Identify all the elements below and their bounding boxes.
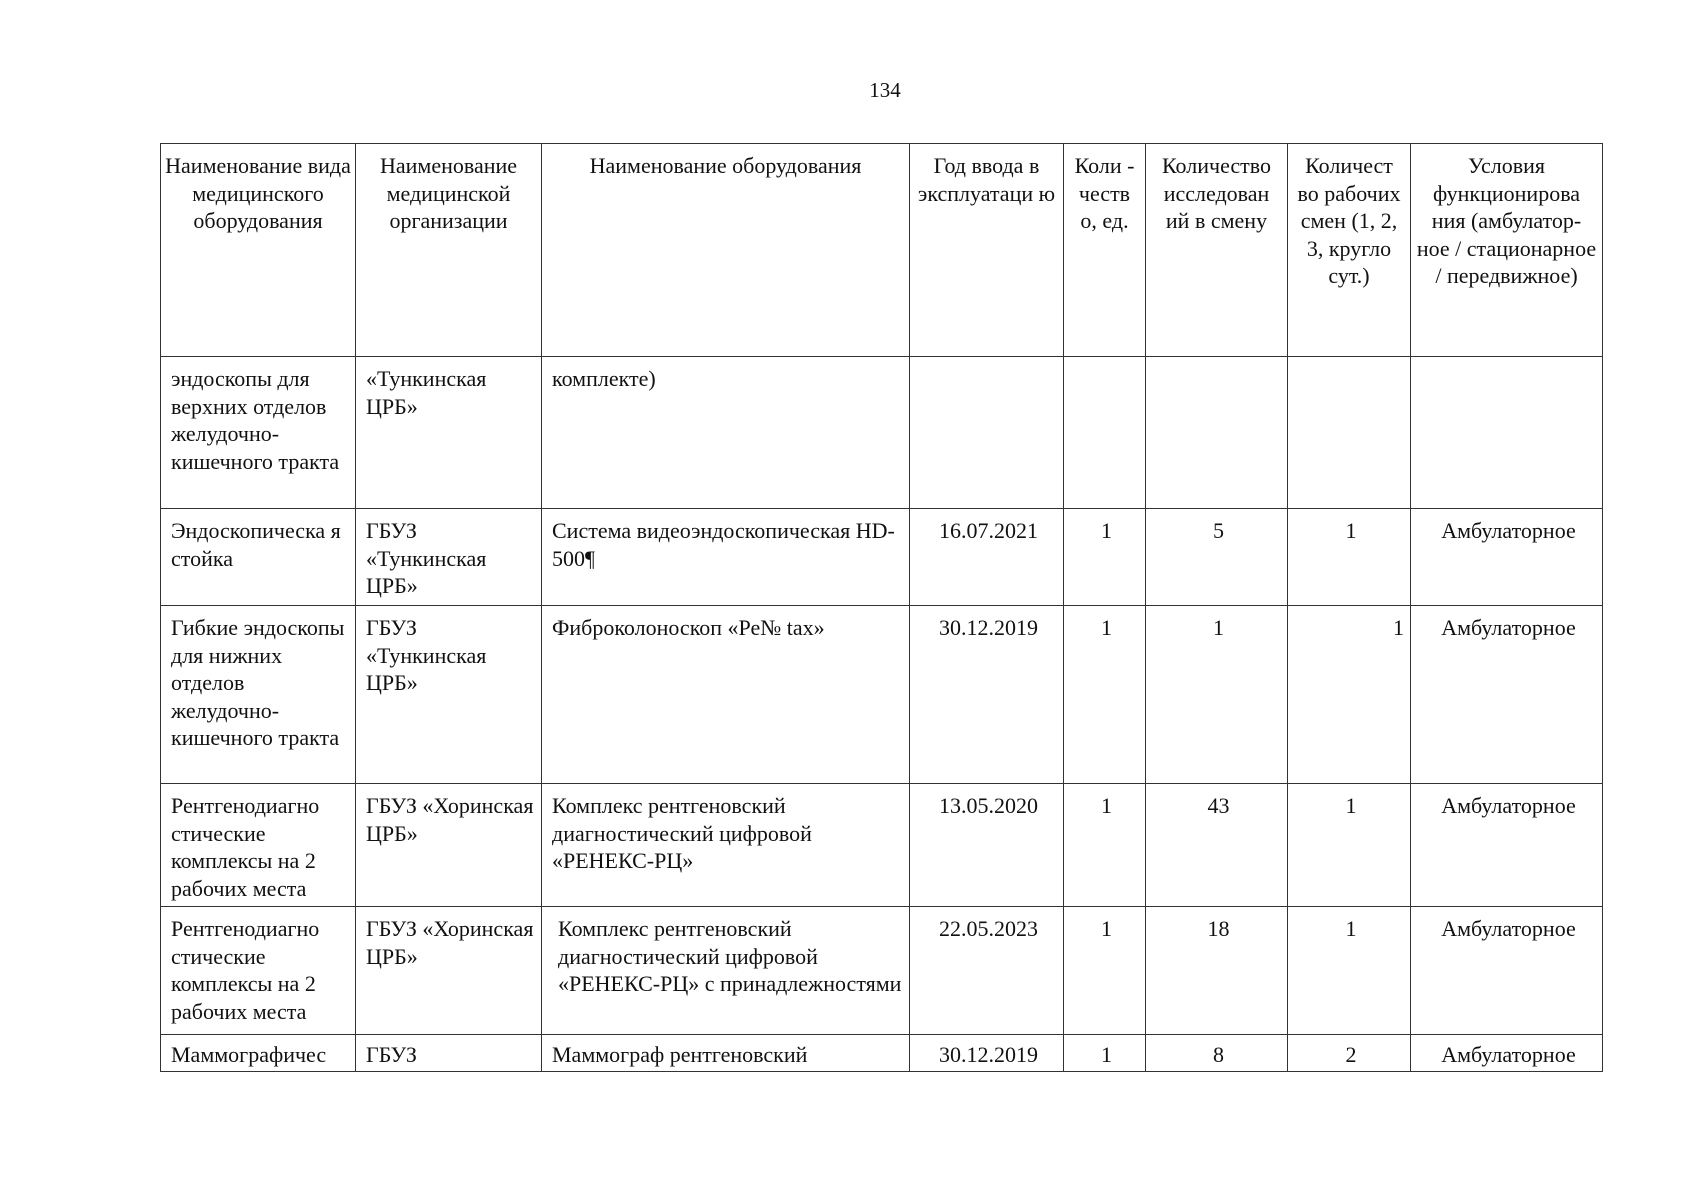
cell-equipment-name: Система видеоэндоскопическая HD-500¶ — [542, 509, 910, 606]
cell-conditions: Амбулаторное — [1411, 509, 1603, 606]
header-conditions: Условия функционирова ния (амбулатор- ное / стационарное / передвижное) — [1411, 144, 1603, 357]
cell-conditions: Амбулаторное — [1411, 606, 1603, 784]
cell-shifts: 1 — [1288, 907, 1411, 1035]
table-row — [161, 509, 1603, 606]
cell-organization: ГБУЗ «Хоринская ЦРБ» — [356, 784, 542, 907]
cell-organization: «Тункинская ЦРБ» — [356, 357, 542, 509]
equipment-table — [160, 143, 1603, 1072]
table-row — [161, 1035, 1603, 1072]
cell-year — [910, 357, 1064, 509]
cell-quantity: 1 — [1064, 606, 1146, 784]
cell-studies: 43 — [1146, 784, 1288, 907]
cell-shifts — [1288, 357, 1411, 509]
cell-shifts: 1 — [1288, 606, 1411, 784]
cell-shifts: 1 — [1288, 509, 1411, 606]
cell-conditions: Амбулаторное — [1411, 907, 1603, 1035]
table-row — [161, 907, 1603, 1035]
cell-equipment-type: Рентгенодиагно стические комплексы на 2 рабочих места — [161, 907, 356, 1035]
cell-year: 13.05.2020 — [910, 784, 1064, 907]
cell-shifts: 1 — [1288, 784, 1411, 907]
cell-quantity: 1 — [1064, 509, 1146, 606]
cell-year: 22.05.2023 — [910, 907, 1064, 1035]
cell-quantity: 1 — [1064, 784, 1146, 907]
cell-equipment-name: Маммограф рентгеновский — [542, 1035, 910, 1072]
cell-studies: 1 — [1146, 606, 1288, 784]
cell-studies — [1146, 357, 1288, 509]
cell-studies: 5 — [1146, 509, 1288, 606]
cell-quantity — [1064, 357, 1146, 509]
cell-studies: 18 — [1146, 907, 1288, 1035]
cell-year: 16.07.2021 — [910, 509, 1064, 606]
cell-organization: ГБУЗ — [356, 1035, 542, 1072]
header-commissioning-year: Год ввода в эксплуатаци ю — [910, 144, 1064, 357]
table-row — [161, 606, 1603, 784]
cell-equipment-type: эндоскопы для верхних отделов желудочно- кишечного тракта — [161, 357, 356, 509]
cell-conditions — [1411, 357, 1603, 509]
header-studies-per-shift: Количество исследован ий в смену — [1146, 144, 1288, 357]
cell-organization: ГБУЗ «Тункинская ЦРБ» — [356, 606, 542, 784]
header-quantity: Коли - честв о, ед. — [1064, 144, 1146, 357]
cell-shifts: 2 — [1288, 1035, 1411, 1072]
header-shifts: Количест во рабочих смен (1, 2, 3, кругло сут.) — [1288, 144, 1411, 357]
table-header-row — [161, 144, 1603, 357]
header-organization: Наименование медицинской организации — [356, 144, 542, 357]
cell-equipment-name: комплекте) — [542, 357, 910, 509]
table-row — [161, 784, 1603, 907]
cell-organization: ГБУЗ «Тункинская ЦРБ» — [356, 509, 542, 606]
cell-conditions: Амбулаторное — [1411, 784, 1603, 907]
cell-quantity: 1 — [1064, 1035, 1146, 1072]
cell-equipment-type: Гибкие эндоскопы для нижних отделов желудочно- кишечного тракта — [161, 606, 356, 784]
cell-equipment-name: Комплекс рентгеновский диагностический цифровой «РЕНЕКС-РЦ» с принадлежностями — [542, 907, 910, 1035]
cell-equipment-type: Эндоскопическа я стойка — [161, 509, 356, 606]
page-number: 134 — [869, 78, 901, 102]
cell-quantity: 1 — [1064, 907, 1146, 1035]
cell-year: 30.12.2019 — [910, 1035, 1064, 1072]
cell-equipment-type: Маммографичес — [161, 1035, 356, 1072]
table-row — [161, 357, 1603, 509]
header-equipment-name: Наименование оборудования — [542, 144, 910, 357]
cell-conditions: Амбулаторное — [1411, 1035, 1603, 1072]
cell-equipment-name: Комплекс рентгеновский диагностический цифровой «РЕНЕКС-РЦ» — [542, 784, 910, 907]
cell-year: 30.12.2019 — [910, 606, 1064, 784]
header-equipment-type: Наименование вида медицинского оборудования — [161, 144, 356, 357]
cell-equipment-type: Рентгенодиагно стические комплексы на 2 рабочих места — [161, 784, 356, 907]
cell-organization: ГБУЗ «Хоринская ЦРБ» — [356, 907, 542, 1035]
cell-equipment-name: Фиброколоноскоп «Ре№ tax» — [542, 606, 910, 784]
cell-studies: 8 — [1146, 1035, 1288, 1072]
